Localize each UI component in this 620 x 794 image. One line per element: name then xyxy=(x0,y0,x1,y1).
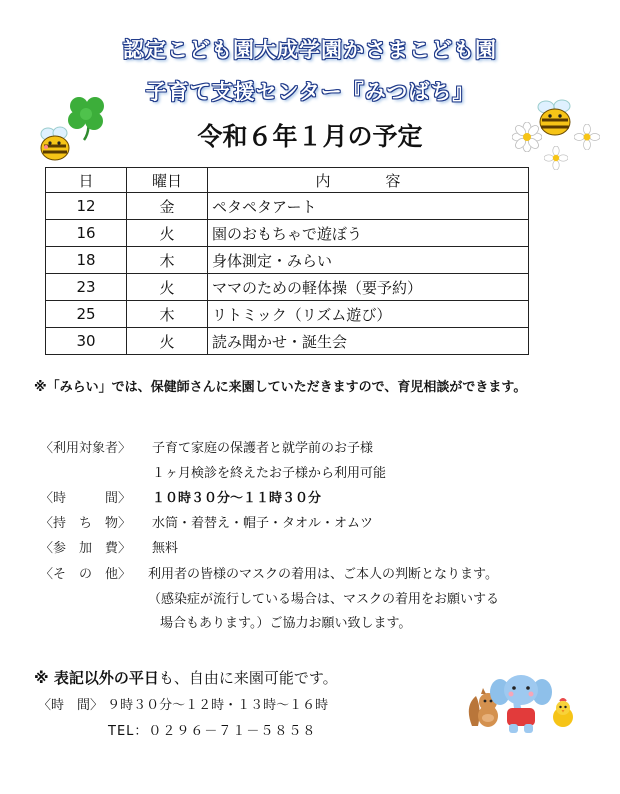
weekday-note-prefix: ※ xyxy=(34,669,54,687)
center-name-title: 認定こども園大成学園かさまこども園 xyxy=(123,38,497,62)
fee-label: 〈参 加 費〉 xyxy=(40,541,132,556)
table-header-row xyxy=(46,168,529,193)
row-date: 30 xyxy=(46,328,127,355)
table-row xyxy=(46,328,529,355)
weekday-note xyxy=(34,667,338,688)
target-row xyxy=(40,437,373,456)
row-weekday: 金 xyxy=(127,193,208,220)
time-label: 〈時 間〉 xyxy=(40,491,132,506)
weekday-note-rest: も、自由に来園可能です。 xyxy=(158,669,338,687)
chick-icon xyxy=(550,698,576,728)
bring-row xyxy=(40,512,373,531)
time-value: １０時３０分～１１時３０分 xyxy=(152,491,322,506)
row-content: 園のおもちゃで遊ぼう xyxy=(208,220,529,247)
elephant-icon xyxy=(490,670,552,734)
header-content: 内 容 xyxy=(208,168,529,193)
row-date: 12 xyxy=(46,193,127,220)
time-row xyxy=(40,487,321,506)
row-content: 身体測定・みらい xyxy=(208,247,529,274)
support-center-title: 子育て支援センター『みつばち』 xyxy=(145,80,475,104)
other-value: 利用者の皆様のマスクの着用は、ご本人の判断となります。 xyxy=(148,567,498,582)
row-date: 18 xyxy=(46,247,127,274)
other-value-3: 場合もあります。）ご協力お願い致します。 xyxy=(160,616,412,631)
phone-number: TEL：０２９６－７１－５８５８ xyxy=(108,724,317,739)
other-row xyxy=(40,563,498,582)
target-value-2: １ヶ月検診を終えたお子様から利用可能 xyxy=(152,466,387,481)
other-label: 〈そ の 他〉 xyxy=(40,567,132,582)
row-content: ママのための軽体操（要予約） xyxy=(208,274,529,301)
row-weekday: 火 xyxy=(127,328,208,355)
weekday-hours-row xyxy=(38,694,328,713)
table-row xyxy=(46,193,529,220)
header-date: 日 xyxy=(46,168,127,193)
bring-value: 水筒・着替え・帽子・タオル・オムツ xyxy=(152,516,374,531)
row-weekday: 木 xyxy=(127,301,208,328)
row-date: 25 xyxy=(46,301,127,328)
weekday-note-bold: 表記以外の平日 xyxy=(53,669,159,687)
consultation-note: ※「みらい」では、保健師さんに来園していただきますので、育児相談ができます。 xyxy=(34,380,527,395)
daisy-icon xyxy=(544,146,568,170)
table-row xyxy=(46,220,529,247)
fee-row xyxy=(40,537,178,556)
row-date: 23 xyxy=(46,274,127,301)
daisy-icon xyxy=(574,124,600,150)
row-content: リトミック（リズム遊び） xyxy=(208,301,529,328)
row-weekday: 火 xyxy=(127,220,208,247)
other-value-2: （感染症が流行している場合は、マスクの着用をお願いする xyxy=(148,592,500,607)
row-content: 読み聞かせ・誕生会 xyxy=(208,328,529,355)
target-label: 〈利用対象者〉 xyxy=(40,441,132,456)
row-date: 16 xyxy=(46,220,127,247)
schedule-table xyxy=(45,167,529,355)
row-content: ペタペタアート xyxy=(208,193,529,220)
header-weekday: 曜日 xyxy=(127,168,208,193)
bee-icon xyxy=(34,126,76,162)
table-row xyxy=(46,274,529,301)
fee-value: 無料 xyxy=(152,541,179,556)
daisy-icon xyxy=(512,122,542,152)
table-row xyxy=(46,247,529,274)
month-schedule-title: 令和６年１月の予定 xyxy=(197,122,423,151)
weekday-hours-value: ９時３０分～１２時・１３時～１６時 xyxy=(107,698,329,713)
target-value: 子育て家庭の保護者と就学前のお子様 xyxy=(152,441,374,456)
table-row xyxy=(46,301,529,328)
weekday-hours-label: 〈時 間〉 xyxy=(38,698,104,713)
bring-label: 〈持 ち 物〉 xyxy=(40,516,132,531)
row-weekday: 火 xyxy=(127,274,208,301)
row-weekday: 木 xyxy=(127,247,208,274)
